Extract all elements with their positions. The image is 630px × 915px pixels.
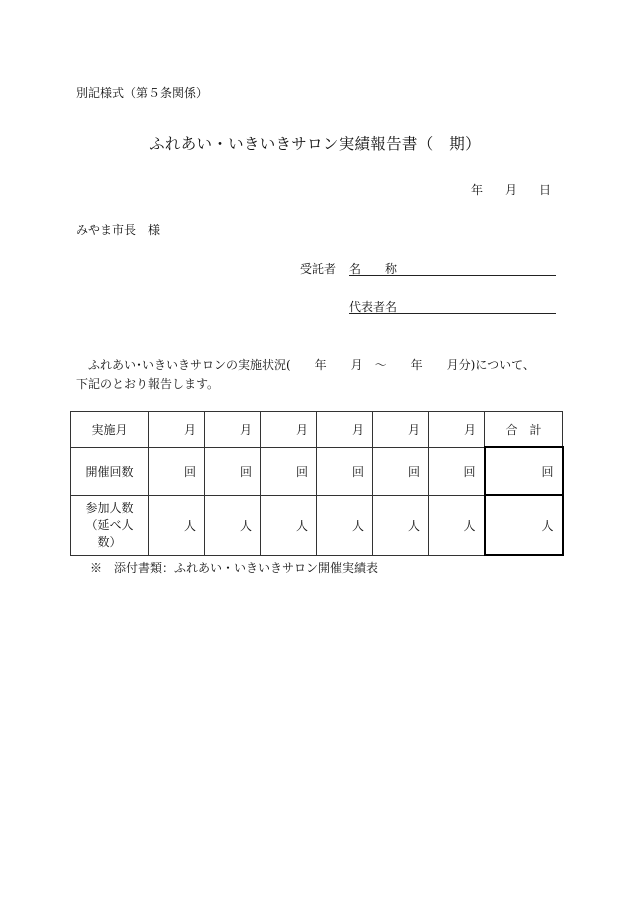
participants-cell-2[interactable]: 人 bbox=[205, 495, 261, 555]
report-statement bbox=[76, 356, 535, 394]
attachment-note: ※ 添付書類：ふれあい・いきいきサロン開催実績表 bbox=[90, 561, 379, 575]
trustee-name-field[interactable] bbox=[349, 260, 556, 276]
sessions-cell-5[interactable]: 回 bbox=[373, 447, 429, 495]
statement-line-2: 下記のとおり報告します。 bbox=[76, 377, 220, 391]
participants-total-cell[interactable]: 人 bbox=[485, 495, 563, 555]
participants-cell-6[interactable]: 人 bbox=[429, 495, 485, 555]
trustee-name-label: 名 称 bbox=[349, 262, 398, 276]
sessions-cell-4[interactable]: 回 bbox=[317, 447, 373, 495]
sessions-total-cell[interactable]: 回 bbox=[485, 447, 563, 495]
month-cell-3[interactable]: 月 bbox=[261, 412, 317, 448]
trustee-label: 受託者 bbox=[300, 262, 337, 276]
sessions-cell-2[interactable]: 回 bbox=[205, 447, 261, 495]
sessions-label-cell: 開催回数 bbox=[71, 447, 149, 495]
statement-line-1: ふれあい･いきいきサロンの実施状況( 年 月 ～ 年 月分)について、 bbox=[88, 358, 535, 372]
date-year-label: 年 bbox=[471, 183, 484, 197]
table-row bbox=[71, 447, 563, 495]
month-cell-6[interactable]: 月 bbox=[429, 412, 485, 448]
table-header-row bbox=[71, 412, 563, 448]
date-line bbox=[471, 181, 551, 198]
participants-label-cell bbox=[71, 495, 149, 555]
header-label-cell: 実施月 bbox=[71, 412, 149, 448]
form-reference: 別記様式（第５条関係） bbox=[76, 86, 209, 100]
month-cell-5[interactable]: 月 bbox=[373, 412, 429, 448]
month-cell-1[interactable]: 月 bbox=[149, 412, 205, 448]
page-title: ふれあい・いきいきサロン実績報告書（ 期） bbox=[149, 135, 481, 153]
representative-name-label: 代表者名 bbox=[349, 300, 398, 314]
representative-name-field[interactable] bbox=[349, 298, 556, 314]
addressee: みやま市長 様 bbox=[76, 223, 161, 237]
sessions-cell-6[interactable]: 回 bbox=[429, 447, 485, 495]
month-cell-4[interactable]: 月 bbox=[317, 412, 373, 448]
participants-label-line-2: （延べ人 bbox=[85, 517, 134, 532]
sessions-cell-1[interactable]: 回 bbox=[149, 447, 205, 495]
participants-cell-5[interactable]: 人 bbox=[373, 495, 429, 555]
sessions-cell-3[interactable]: 回 bbox=[261, 447, 317, 495]
date-day-label: 日 bbox=[539, 183, 552, 197]
report-table bbox=[70, 411, 564, 556]
total-header-cell: 合 計 bbox=[485, 412, 563, 448]
month-cell-2[interactable]: 月 bbox=[205, 412, 261, 448]
participants-label-line-3: 数） bbox=[97, 534, 122, 549]
participants-cell-1[interactable]: 人 bbox=[149, 495, 205, 555]
date-month-label: 月 bbox=[505, 183, 518, 197]
participants-cell-3[interactable]: 人 bbox=[261, 495, 317, 555]
participants-cell-4[interactable]: 人 bbox=[317, 495, 373, 555]
participants-label-line-1: 参加人数 bbox=[85, 500, 134, 515]
table-row bbox=[71, 495, 563, 555]
